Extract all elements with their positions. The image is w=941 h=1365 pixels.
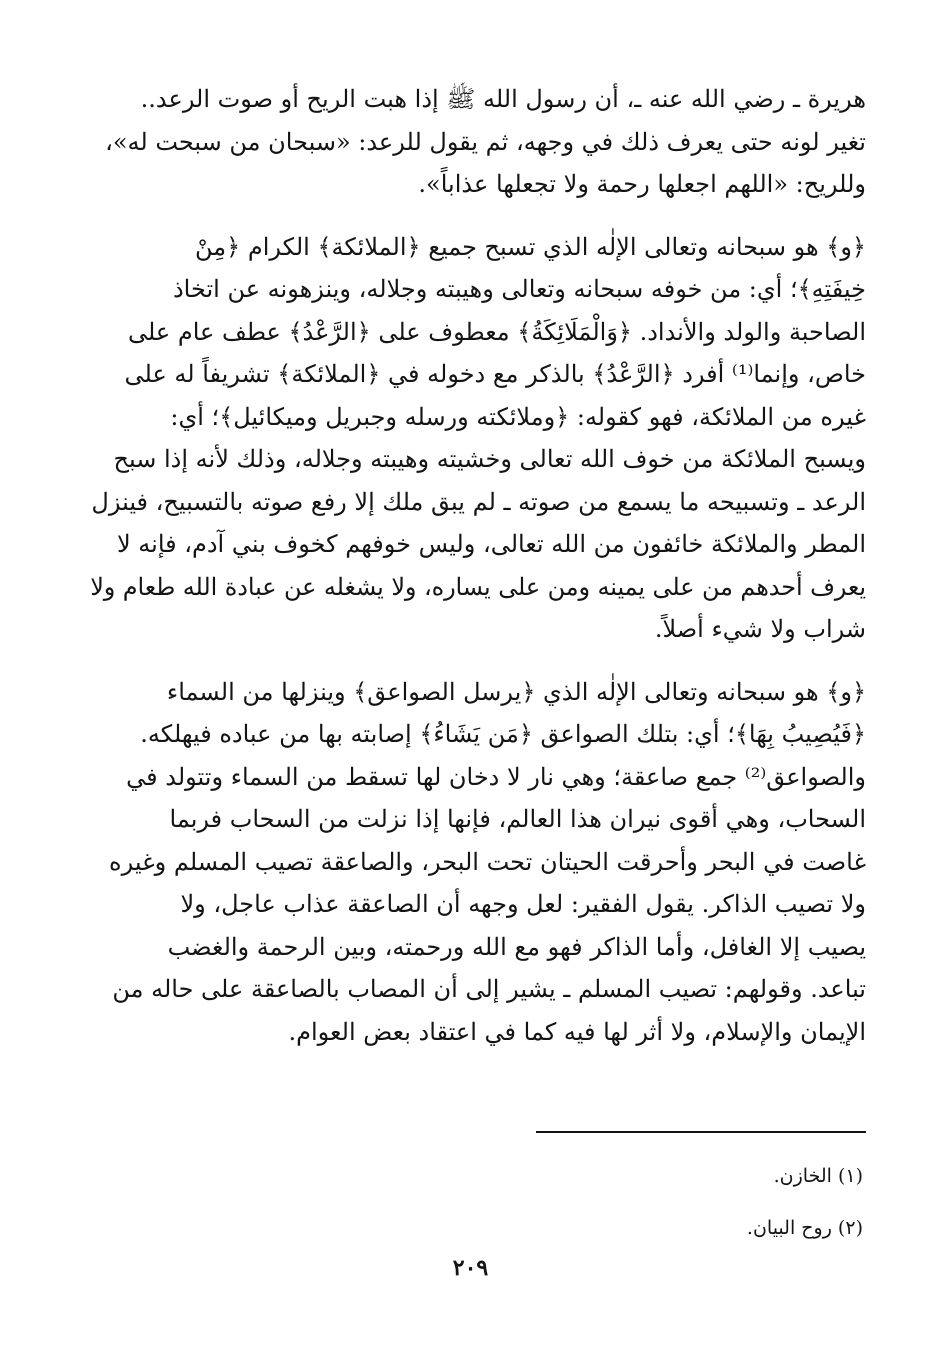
text-line: ويسبح الملائكة من خوف الله تعالى وخشيته وهيبته وجلاله، وذلك لأنه إذا سبح [113,445,866,473]
text-line: المطر والملائكة خائفون من الله تعالى، وليس خوفهم كخوف بني آدم، فإنه لا [116,530,866,558]
text-line: ولا تصيب الذاكر. يقول الفقير: لعل وجهه أن الصاعقة عذاب عاجل، ولا [180,890,866,918]
footnote-2: (٢) روح البيان. [746,1217,863,1239]
text-line: تغير لونه حتى يعرف ذلك في وجهه، ثم يقول للرعد: «سبحان من سبحت له»، [105,127,866,156]
text-line: وللريح: «اللهم اجعلها رحمة ولا تجعلها عذاباً». [418,170,866,198]
text-line: الرعد ـ وتسبيحه ما يسمع من صوته ـ لم يبق ملك إلا رفع صوته بالتسبيح، فينزل [91,487,866,516]
paragraph-3 [90,671,866,1054]
paragraph-1 [90,78,866,206]
text-line: ﴿و﴾ هو سبحانه وتعالى الإلٰه الذي تسبح جميع ﴿الملائكة﴾ الكرام ﴿مِنْ [195,232,866,261]
footnote-1: (١) الخازن. [773,1165,863,1187]
footnote-divider [536,1131,866,1133]
text-line: والصواعق⁽²⁾ جمع صاعقة؛ وهي نار لا دخان لها تسقط من السماء وتتولد في [126,762,866,791]
text-line: غاصت في البحر وأحرقت الحيتان تحت البحر، والصاعقة تصيب المسلم وغيره [109,847,866,876]
text-line: الإيمان والإسلام، ولا أثر لها فيه كما في اعتقاد بعض العوام. [288,1017,866,1046]
page-number: ٢٠٩ [452,1255,489,1281]
text-line: خاص، وإنما⁽¹⁾ أفرد ﴿الرَّعْدُ﴾ بالذكر مع دخوله في ﴿الملائكة﴾ تشريفاً له على [124,360,866,388]
text-line: غيره من الملائكة، فهو كقوله: ﴿وملائكته ورسله وجبريل وميكائيل﴾؛ أي: [170,402,866,431]
text-line: يعرف أحدهم من على يمينه ومن على يساره، ولا يشغله عن عبادة الله طعام ولا [90,572,866,601]
text-line: ﴿و﴾ هو سبحانه وتعالى الإلٰه الذي ﴿يرسل الصواعق﴾ وينزلها من السماء [166,677,866,706]
text-line: خِيفَتِهِ﴾؛ أي: من خوفه سبحانه وتعالى وهيبته وجلاله، وينزهونه عن اتخاذ [172,275,866,303]
text-line: يصيب إلا الغافل، وأما الذاكر فهو مع الله ورحمته، وبين الرحمة والغضب [167,932,866,961]
text-line: ﴿فَيُصِيبُ بِهَا﴾؛ أي: بتلك الصواعق ﴿مَن يَشَاءُ﴾ إصابته بها من عباده فيهلكه. [140,720,866,748]
page-body [90,78,866,1053]
text-line: شراب ولا شيء أصلاً. [654,615,866,643]
footnotes [363,1150,863,1254]
text-line: السحاب، وهي أقوى نيران هذا العالم، فإنها إذا نزلت من السحاب فربما [169,805,866,833]
text-line: الصاحبة والولد والأنداد. ﴿وَالْمَلَائِكَةُ﴾ معطوف على ﴿الرَّعْدُ﴾ عطف عام على [127,317,866,346]
text-line: هريرة ـ رضي الله عنه ـ، أن رسول الله ﷺ إذا هبت الريح أو صوت الرعد.. [140,85,866,113]
text-line: تباعد. وقولهم: تصيب المسلم ـ يشير إلى أن المصاب بالصاعقة على حاله من [112,975,866,1003]
paragraph-2 [90,226,866,651]
